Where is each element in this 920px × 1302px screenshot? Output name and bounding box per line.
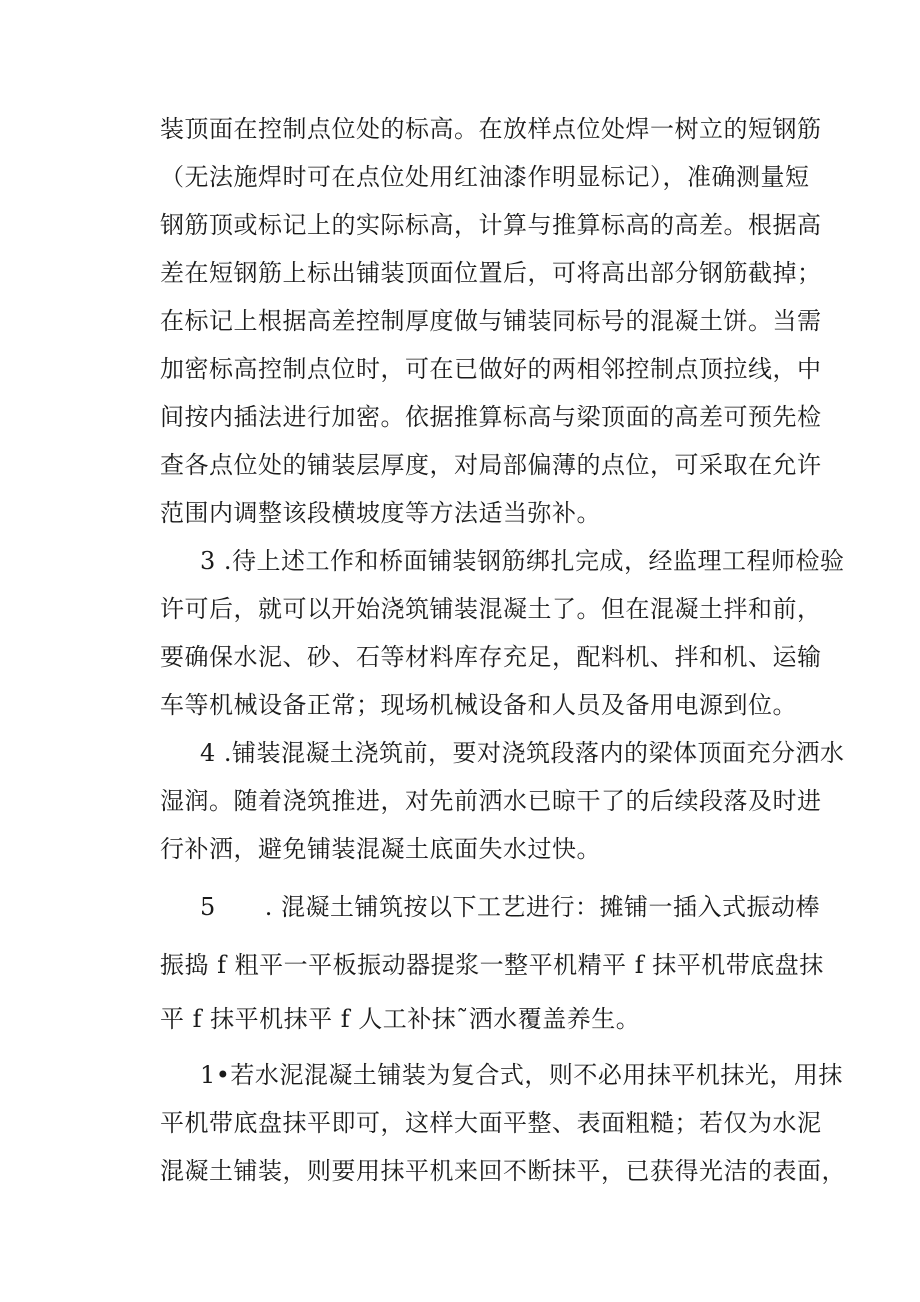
paragraph-3-start: 3 .待上述工作和桥面铺装钢筋绑扎完成，经监理工程师检验	[200, 547, 845, 575]
text-line: 在标记上根据高差控制厚度做与铺装同标号的混凝土饼。当需	[160, 307, 822, 335]
text-line: 平机带底盘抹平即可，这样大面平整、表面粗糙；若仅为水泥	[160, 1109, 822, 1137]
text-line: 要确保水泥、砂、石等材料库存充足，配料机、拌和机、运输	[160, 643, 822, 671]
text-line: 间按内插法进行加密。依据推算标高与梁顶面的高差可预先检	[160, 403, 822, 431]
text-line: 差在短钢筋上标出铺装顶面位置后，可将高出部分钢筋截掉；	[160, 259, 822, 287]
text-line: 行补洒，避免铺装混凝土底面失水过快。	[160, 835, 601, 863]
paragraph-4-start: 4 .铺装混凝土浇筑前，要对浇筑段落内的梁体顶面充分洒水	[200, 739, 845, 767]
text-line: 查各点位处的铺装层厚度，对局部偏薄的点位，可采取在允许	[160, 451, 822, 479]
text-line: 钢筋顶或标记上的实际标高，计算与推算标高的高差。根据高	[160, 211, 822, 239]
text-line: （无法施焊时可在点位处用红油漆作明显标记），准确测量短	[160, 163, 810, 191]
text-line: 许可后，就可以开始浇筑铺装混凝土了。但在混凝土拌和前，	[160, 595, 822, 623]
paragraph-1-start: 1•若水泥混凝土铺装为复合式，则不必用抹平机抹光，用抹	[200, 1061, 843, 1089]
text-line: 混凝土铺装，则要用抹平机来回不断抹平，已获得光洁的表面，	[160, 1157, 846, 1185]
paragraph-5-start: 5 . 混凝土铺筑按以下工艺进行：摊铺一插入式振动棒	[200, 893, 821, 921]
text-line: 湿润。随着浇筑推进，对先前洒水已晾干了的后续段落及时进	[160, 787, 822, 815]
text-line: 装顶面在控制点位处的标高。在放样点位处焊一树立的短钢筋	[160, 115, 822, 143]
text-line: 范围内调整该段横坡度等方法适当弥补。	[160, 499, 601, 527]
text-line: 平 f 抹平机抹平 f 人工补抹˜洒水覆盖养生。	[160, 1005, 641, 1033]
text-line: 振捣 f 粗平一平板振动器提浆一整平机精平 f 抹平机带底盘抹	[160, 951, 824, 979]
text-line: 加密标高控制点位时，可在已做好的两相邻控制点顶拉线，中	[160, 355, 822, 383]
text-line: 车等机械设备正常；现场机械设备和人员及备用电源到位。	[160, 691, 797, 719]
